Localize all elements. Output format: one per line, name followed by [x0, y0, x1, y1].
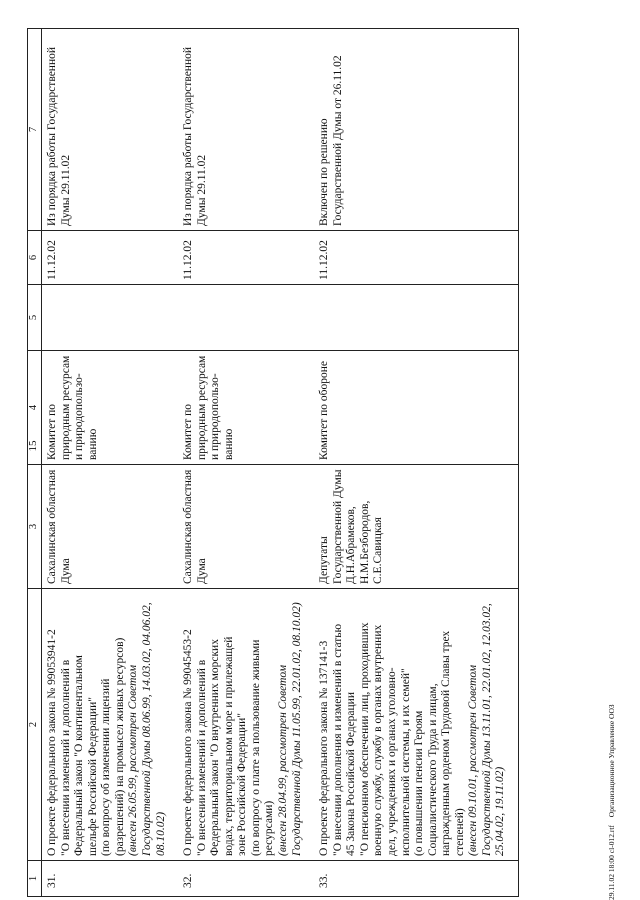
footer-org: Организационное Управление ООЗ: [607, 704, 616, 818]
review-date: 11.12.02: [178, 231, 314, 285]
row-number: 32.: [182, 873, 195, 888]
footer-stamp: 29.11.02 18:00 cl-012.rtf: [607, 825, 616, 900]
column-header: 7: [28, 29, 42, 231]
table-row: [314, 29, 518, 897]
bill-title-line: (по вопросу о плате за пользование живыми: [249, 639, 262, 856]
column-header: 5: [28, 285, 42, 351]
bill-title-line: "О внесении изменений и дополнений в: [195, 659, 208, 856]
inclusion-status: Из порядка работы Государственной Думы 29.11.02: [42, 29, 179, 231]
inclusion-status: Включен по решению Государственной Думы от 26.11.02: [314, 29, 518, 231]
agenda-table: [27, 28, 519, 897]
bill-author: Депутаты Государственной Думы Д.Н.Абрамеков, Н.М.Безбородов, С.Е.Савицкая: [314, 465, 518, 589]
bill-title-line: "О внесении изменений и дополнений в: [59, 659, 72, 856]
row-number: 31.: [46, 873, 58, 888]
agenda-table-page: [27, 29, 595, 897]
bill-title-line: "О внесении дополнения и изменений в статью: [331, 623, 344, 856]
bill-title-line: 45 Закона Российской Федерации: [345, 692, 358, 856]
bill-title-line: дел, учреждениях и органах уголовно-: [385, 667, 398, 856]
bill-title-line: награжденным орденом Трудовой Славы трех: [440, 630, 453, 856]
row-number: 33.: [318, 873, 331, 888]
review-date: 11.12.02: [314, 231, 518, 285]
bill-title-line: Федеральный закон "О континентальном: [73, 655, 86, 856]
bill-title-line: водах, территориальном море и прилежащей: [222, 636, 235, 856]
responsible-committee: Комитет по природным ресурсам и природопользо-ванию: [178, 351, 314, 465]
table-row: [42, 29, 179, 897]
bill-title-line: Федеральный закон "О внутренних морских: [209, 639, 222, 856]
column-header: 6: [28, 231, 42, 285]
bill-title-line: "О пенсионном обеспечении лиц, проходивших: [358, 622, 371, 856]
footer: [607, 0, 621, 900]
bill-title-line: шельфе Российской Федерации": [86, 697, 99, 856]
bill-author: Сахалинская областная Дума: [42, 465, 179, 589]
bill-title-line: степеней): [453, 808, 466, 856]
empty-cell: [42, 285, 179, 351]
column-number-row: [28, 29, 42, 897]
page-number: 15: [27, 440, 39, 452]
column-header: 1: [28, 861, 42, 897]
bill-title-line: О проекте федерального закона № 99045453-2: [182, 629, 195, 856]
inclusion-status: Из порядка работы Государственной Думы 29.11.02: [178, 29, 314, 231]
bill-history-note: (внесен 09.10.01, рассмотрен Советом Государственной Думы 13.11.01, 22.01.02, 12.03.02, 25.04.02, 19.11.02): [467, 603, 507, 856]
column-header: 3: [28, 465, 42, 589]
table-row: [178, 29, 314, 897]
empty-cell: [314, 285, 518, 351]
bill-history-note: (внесен 26.05.99, рассмотрен Советом Государственной Думы 08.06.99, 14.03.02, 04.06.02, 08.10.02): [127, 602, 167, 856]
bill-title-line: О проекте федерального закона № 99053941-2: [46, 629, 58, 856]
bill-description: [42, 589, 179, 861]
bill-title-line: (по вопросу об изменении лицензий: [100, 678, 113, 856]
review-date: 11.12.02: [42, 231, 179, 285]
bill-title-line: военную службу, службу в органах внутренних: [372, 624, 385, 856]
bill-history-note: (внесен 28.04.99, рассмотрен Советом Государственной Думы 11.05.99, 22.01.02, 08.10.02): [277, 602, 303, 856]
column-header: 2: [28, 589, 42, 861]
column-header: 4: [28, 351, 42, 465]
empty-cell: [178, 285, 314, 351]
bill-title-line: (о повышении пенсии Героям: [413, 710, 426, 856]
bill-title-line: О проекте федерального закона № 137141-3: [318, 640, 331, 856]
bill-title-line: (разрешений) на промысел живых ресурсов): [113, 637, 126, 856]
bill-description: [314, 589, 518, 861]
bill-title-line: Социалистического Труда и лицам,: [426, 683, 439, 856]
bill-description: [178, 589, 314, 861]
responsible-committee: Комитет по обороне: [314, 351, 518, 465]
responsible-committee: Комитет по природным ресурсам и природопользо-ванию: [42, 351, 179, 465]
bill-title-line: зоне Российской Федерации": [236, 713, 249, 856]
bill-title-line: исполнительной системы, и их семей": [399, 668, 412, 856]
bill-author: Сахалинская областная Дума: [178, 465, 314, 589]
bill-title-line: ресурсами): [263, 800, 276, 856]
